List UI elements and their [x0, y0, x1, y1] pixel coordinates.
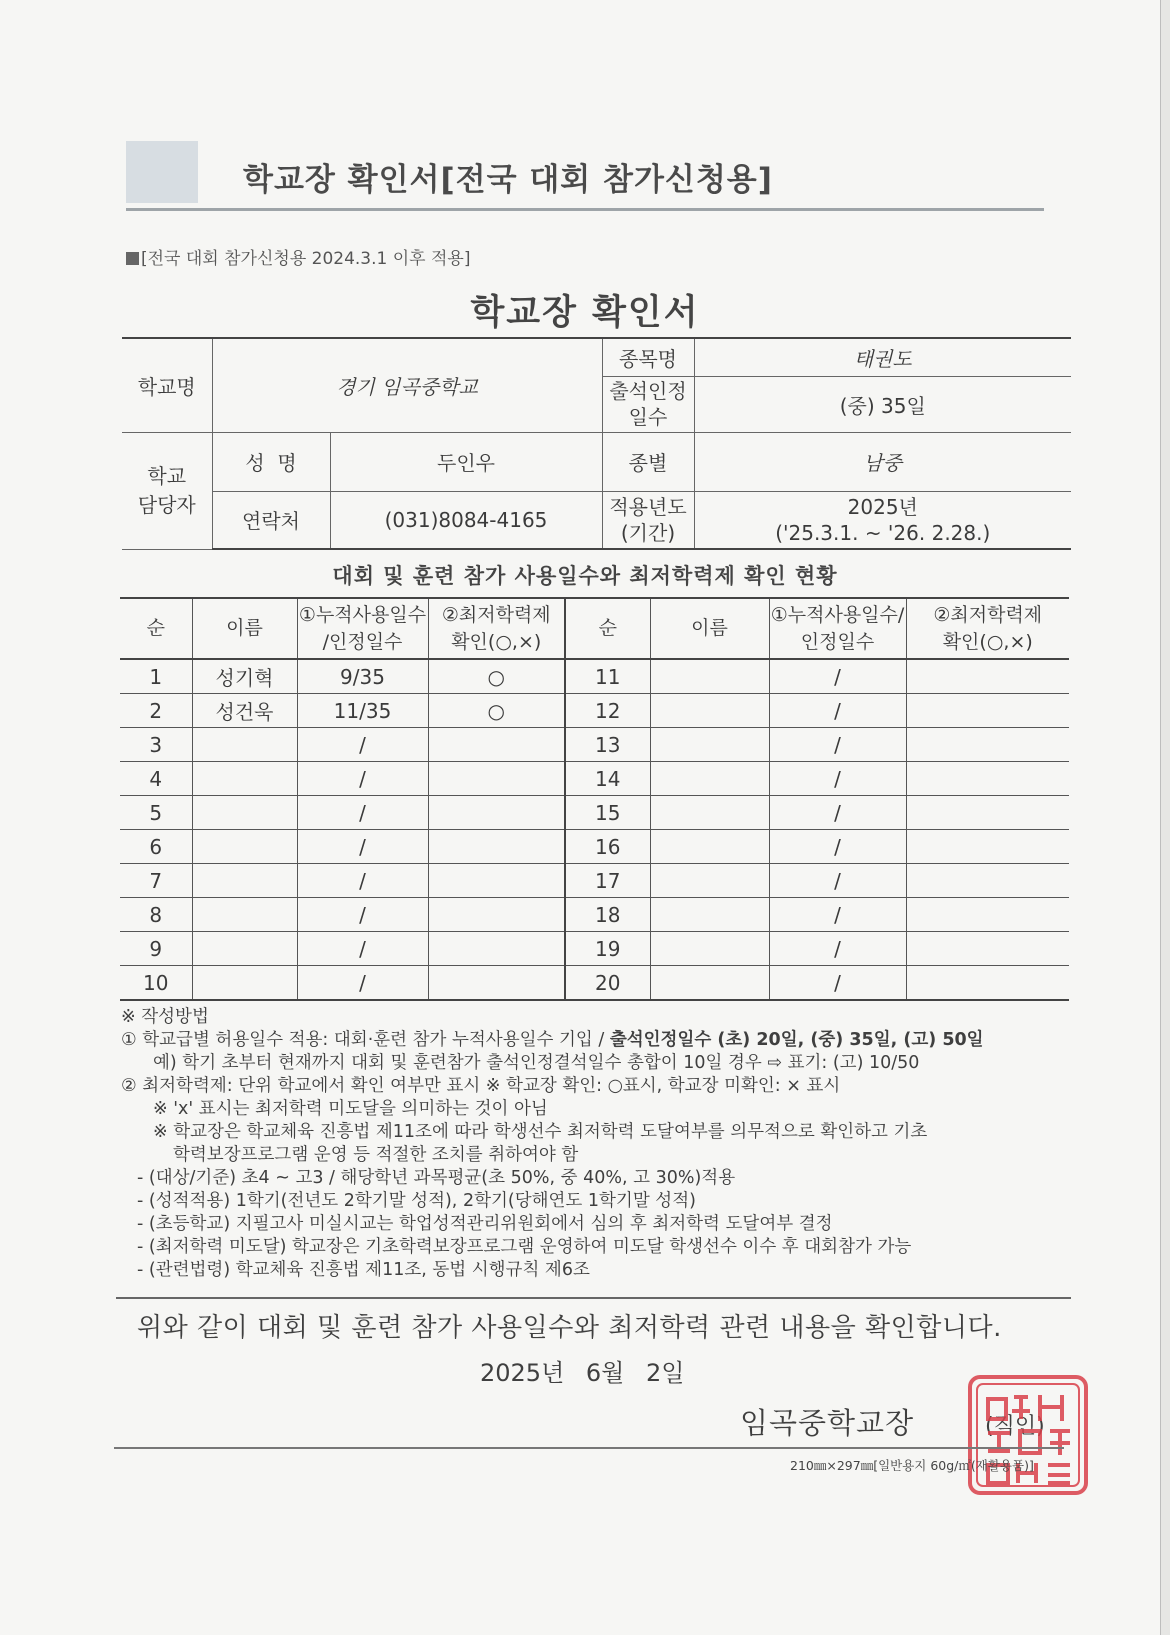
header-divider — [126, 208, 1044, 211]
used-days: / — [769, 659, 906, 694]
used-days: / — [297, 762, 428, 796]
row-number: 17 — [565, 864, 650, 898]
student-name — [192, 864, 297, 898]
row-number: 18 — [565, 898, 650, 932]
header-title: 학교장 확인서[전국 대회 참가신청용] — [243, 162, 773, 198]
student-name — [192, 728, 297, 762]
detail-item: - (초등학교) 지필고사 미실시교는 학업성적관리위원회에서 심의 후 최저학력 도달여부 결정 — [137, 1214, 833, 1234]
header-check: ②최저학력제 확인(○,×) — [906, 598, 1069, 659]
header-days: ①누적사용일수 /인정일수 — [297, 598, 428, 659]
student-name — [192, 762, 297, 796]
row-number: 6 — [120, 830, 192, 864]
applicable-year-label: 적용년도 (기간) — [602, 491, 694, 549]
instruction-2: ② 최저학력제: 단위 학교에서 확인 여부만 표시 ※ 학교장 확인: ○표시, 학교장 미확인: × 표시 — [121, 1076, 841, 1096]
contact-value: (031)8084-4165 — [330, 491, 602, 549]
detail-item: - (성적적용) 1학기(전년도 2학기말 성적), 2학기(당해연도 1학기말 성적) — [137, 1191, 696, 1211]
min-academic-check: ○ — [428, 659, 565, 694]
min-academic-check — [428, 898, 565, 932]
min-academic-check — [428, 966, 565, 1001]
row-number: 20 — [565, 966, 650, 1001]
square-bullet-icon — [126, 252, 139, 265]
instructions-heading: ※ 작성방법 — [121, 1007, 209, 1027]
student-name — [192, 898, 297, 932]
student-name — [650, 830, 769, 864]
category-label: 종별 — [602, 432, 694, 491]
min-academic-check — [906, 796, 1069, 830]
min-academic-check — [906, 830, 1069, 864]
min-academic-check — [906, 728, 1069, 762]
used-days: 9/35 — [297, 659, 428, 694]
row-number: 7 — [120, 864, 192, 898]
table-row — [120, 659, 1069, 694]
contact-label: 연락처 — [212, 491, 330, 549]
attendance-days-value: (중) 35일 — [694, 376, 1071, 432]
used-days: 11/35 — [297, 694, 428, 728]
table-row — [120, 796, 1069, 830]
row-number: 11 — [565, 659, 650, 694]
header-name: 이름 — [650, 598, 769, 659]
attendance-table-header — [120, 598, 1069, 659]
row-number: 13 — [565, 728, 650, 762]
student-name: 성건욱 — [192, 694, 297, 728]
used-days: / — [769, 898, 906, 932]
header-days: ①누적사용일수/ 인정일수 — [769, 598, 906, 659]
student-name — [650, 898, 769, 932]
page-edge — [1160, 0, 1170, 1635]
student-name — [650, 932, 769, 966]
student-name — [650, 659, 769, 694]
student-name — [650, 694, 769, 728]
official-seal-stamp — [964, 1371, 1092, 1499]
sport-label: 종목명 — [602, 338, 694, 376]
min-academic-check — [906, 694, 1069, 728]
min-academic-check — [906, 659, 1069, 694]
header-name: 이름 — [192, 598, 297, 659]
row-number: 19 — [565, 932, 650, 966]
student-name — [192, 932, 297, 966]
applicability-note-text: [전국 대회 참가신청용 2024.3.1 이후 적용] — [141, 249, 471, 269]
used-days: / — [769, 864, 906, 898]
header-accent-box — [126, 141, 198, 203]
row-number: 14 — [565, 762, 650, 796]
table-row — [120, 966, 1069, 1001]
row-number: 16 — [565, 830, 650, 864]
row-number: 4 — [120, 762, 192, 796]
student-name — [192, 796, 297, 830]
min-academic-check — [906, 762, 1069, 796]
table-row — [120, 864, 1069, 898]
student-name — [650, 796, 769, 830]
document-title: 학교장 확인서 — [470, 293, 700, 333]
student-name — [192, 966, 297, 1001]
used-days: / — [769, 762, 906, 796]
used-days: / — [297, 898, 428, 932]
detail-item: - (최저학력 미도달) 학교장은 기초학력보장프로그램 운영하여 미도달 학생선수 이수 후 대회참가 가능 — [137, 1237, 912, 1257]
min-academic-check — [428, 762, 565, 796]
manager-name-value: 두인우 — [330, 432, 602, 491]
table-row — [120, 898, 1069, 932]
attendance-days-label: 출석인정 일수 — [602, 376, 694, 432]
table-row — [120, 830, 1069, 864]
paper-size-note: 210㎜×297㎜[일반용지 60g/㎡(재활용품)] — [790, 1458, 1034, 1473]
min-academic-check — [906, 898, 1069, 932]
student-name — [650, 762, 769, 796]
student-name: 성기혁 — [192, 659, 297, 694]
used-days: / — [769, 694, 906, 728]
used-days: / — [769, 932, 906, 966]
student-name — [650, 966, 769, 1001]
student-name — [650, 728, 769, 762]
student-name — [192, 830, 297, 864]
detail-item: - (대상/기준) 초4 ~ 고3 / 해당학년 과목평균(초 50%, 중 40%, 고 30%)적용 — [137, 1168, 736, 1188]
min-academic-check — [428, 728, 565, 762]
row-number: 10 — [120, 966, 192, 1001]
row-number: 2 — [120, 694, 192, 728]
header-no: 순 — [565, 598, 650, 659]
used-days: / — [769, 830, 906, 864]
used-days: / — [297, 864, 428, 898]
used-days: / — [297, 966, 428, 1001]
section-title: 대회 및 훈련 참가 사용일수와 최저학력제 확인 현황 — [332, 564, 838, 588]
used-days: / — [297, 932, 428, 966]
school-name-value: 경기 임곡중학교 — [212, 338, 602, 432]
row-number: 5 — [120, 796, 192, 830]
min-academic-check — [906, 932, 1069, 966]
applicability-note — [126, 244, 470, 269]
header-no: 순 — [120, 598, 192, 659]
used-days: / — [769, 796, 906, 830]
min-academic-check — [906, 966, 1069, 1001]
min-academic-check: ○ — [428, 694, 565, 728]
row-number: 15 — [565, 796, 650, 830]
instruction-1: ① 학교급별 허용일수 적용: 대회·훈련 참가 누적사용일수 기입 / 출석인정일수 (초) 20일, (중) 35일, (고) 50일 — [121, 1030, 984, 1050]
min-academic-check — [428, 830, 565, 864]
applicable-year-value: 2025년 ('25.3.1. ~ '26. 2.28.) — [694, 491, 1071, 549]
principal-signature-line: 임곡중학교장 — [740, 1406, 915, 1440]
detail-item: - (관련법령) 학교체육 진흥법 제11조, 동법 시행규칙 제6조 — [137, 1260, 590, 1280]
row-number: 3 — [120, 728, 192, 762]
used-days: / — [297, 830, 428, 864]
table-row — [120, 762, 1069, 796]
student-name — [650, 864, 769, 898]
used-days: / — [297, 728, 428, 762]
header-check: ②최저학력제 확인(○,×) — [428, 598, 565, 659]
used-days: / — [297, 796, 428, 830]
min-academic-check — [428, 864, 565, 898]
confirmation-statement: 위와 같이 대회 및 훈련 참가 사용일수와 최저학력 관련 내용을 확인합니다. — [137, 1313, 1002, 1343]
instruction-2-law: ※ 학교장은 학교체육 진흥법 제11조에 따라 학생선수 최저학력 도달여부를 의무적으로 확인하고 기초 — [153, 1122, 928, 1142]
table-row — [120, 694, 1069, 728]
used-days: / — [769, 966, 906, 1001]
min-academic-check — [428, 796, 565, 830]
row-number: 12 — [565, 694, 650, 728]
issue-date: 2025년 6월 2일 — [480, 1359, 685, 1387]
min-academic-check — [906, 864, 1069, 898]
row-number: 8 — [120, 898, 192, 932]
school-name-label: 학교명 — [122, 338, 212, 432]
table-row — [120, 728, 1069, 762]
school-info-table — [122, 337, 1071, 550]
min-academic-check — [428, 932, 565, 966]
used-days: / — [769, 728, 906, 762]
manager-name-label: 성 명 — [212, 432, 330, 491]
row-number: 9 — [120, 932, 192, 966]
instruction-2-note: ※ 'x' 표시는 최저학력 미도달을 의미하는 것이 아님 — [153, 1099, 548, 1119]
footer-divider — [114, 1447, 1064, 1449]
attendance-table — [120, 597, 1069, 1001]
writing-instructions — [121, 1006, 1081, 1282]
school-manager-label: 학교 담당자 — [122, 432, 212, 549]
row-number: 1 — [120, 659, 192, 694]
official-seal-label: (직인) — [985, 1414, 1045, 1439]
instruction-1-example: 예) 학기 초부터 현재까지 대회 및 훈련참가 출석인정결석일수 총합이 10일 경우 ⇨ 표기: (고) 10/50 — [153, 1053, 920, 1073]
instruction-2-law-cont: 학력보장프로그램 운영 등 적절한 조치를 취하여야 함 — [173, 1145, 579, 1165]
sport-value: 태권도 — [694, 338, 1071, 376]
category-value: 남중 — [694, 432, 1071, 491]
table-row — [120, 932, 1069, 966]
notes-divider — [116, 1297, 1071, 1299]
